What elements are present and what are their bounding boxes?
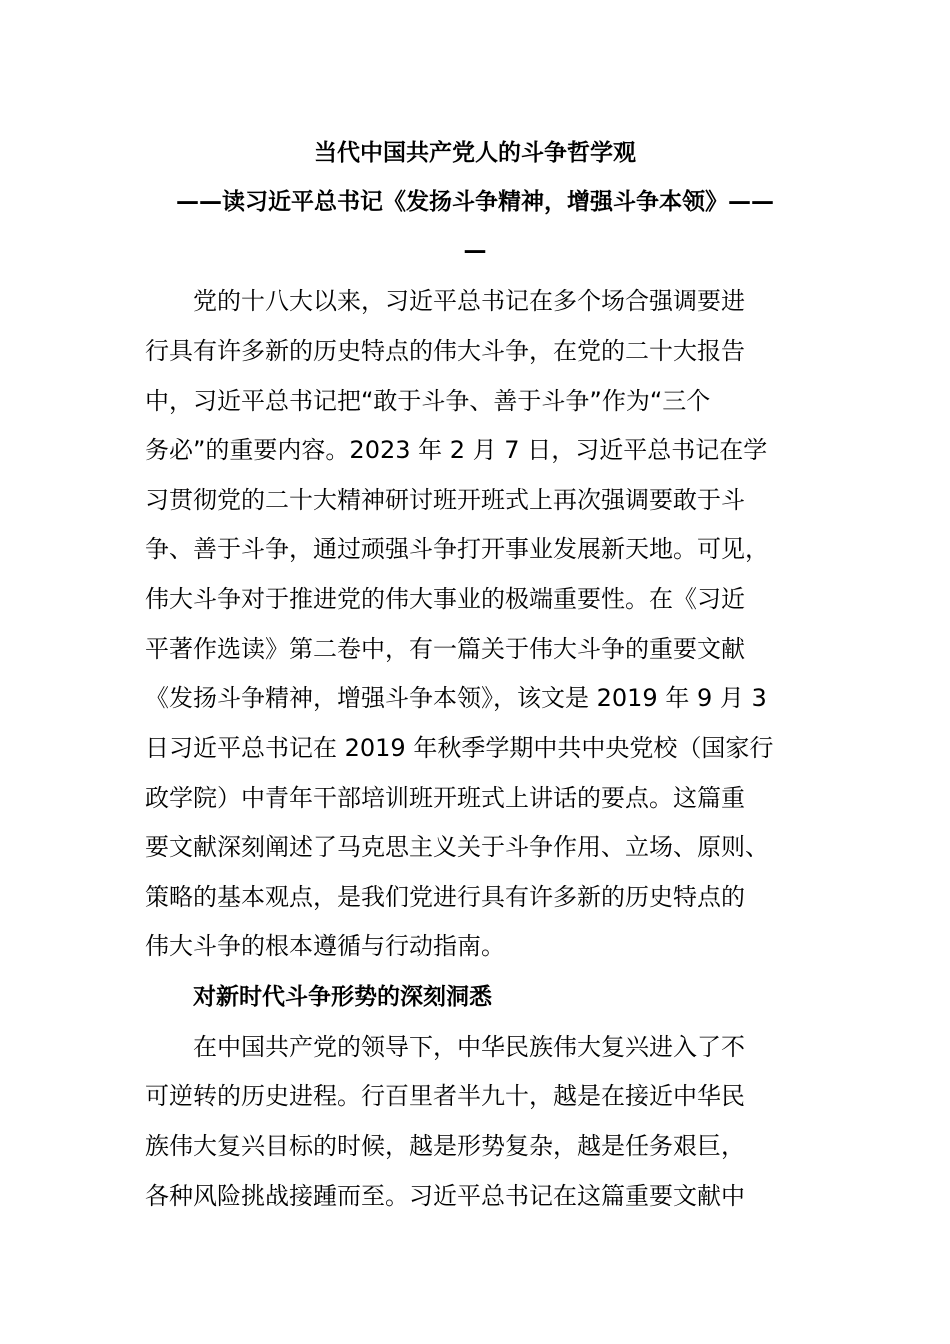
paragraph-line: 各种风险挑战接踵而至。习近平总书记在这篇重要文献中 — [145, 1182, 745, 1210]
section-heading: 对新时代斗争形势的深刻洞悉 — [193, 984, 492, 1010]
paragraph-line: 在中国共产党的领导下，中华民族伟大复兴进入了不 — [193, 1033, 745, 1061]
paragraph-line: 争、善于斗争，通过顽强斗争打开事业发展新天地。可见， — [145, 535, 769, 563]
document-title: 当代中国共产党人的斗争哲学观 — [314, 140, 636, 166]
paragraph-line: 伟大斗争的根本遵循与行动指南。 — [145, 932, 505, 960]
paragraph-line: 日习近平总书记在 2019 年秋季学期中共中央党校（国家行 — [145, 734, 774, 762]
paragraph-line: 伟大斗争对于推进党的伟大事业的极端重要性。在《习近 — [145, 585, 745, 613]
document-subtitle: ——读习近平总书记《发扬斗争精神，增强斗争本领》—— — [176, 189, 774, 215]
paragraph-line: 策略的基本观点，是我们党进行具有许多新的历史特点的 — [145, 883, 745, 911]
paragraph-line: 要文献深刻阐述了马克思主义关于斗争作用、立场、原则、 — [145, 833, 769, 861]
document-subtitle-continuation: — — [463, 238, 487, 264]
paragraph-line: 中，习近平总书记把“敢于斗争、善于斗争”作为“三个 — [145, 387, 711, 415]
paragraph-line: 平著作选读》第二卷中，有一篇关于伟大斗争的重要文献 — [145, 635, 745, 663]
paragraph-line: 《发扬斗争精神，增强斗争本领》，该文是 2019 年 9 月 3 — [145, 684, 767, 712]
paragraph-line: 党的十八大以来，习近平总书记在多个场合强调要进 — [193, 287, 745, 315]
paragraph-line: 政学院）中青年干部培训班开班式上讲话的要点。这篇重 — [145, 784, 745, 812]
paragraph-line: 可逆转的历史进程。行百里者半九十，越是在接近中华民 — [145, 1082, 745, 1110]
paragraph-line: 族伟大复兴目标的时候，越是形势复杂，越是任务艰巨， — [145, 1132, 745, 1160]
paragraph-line: 行具有许多新的历史特点的伟大斗争，在党的二十大报告 — [145, 337, 745, 365]
paragraph-line: 习贯彻党的二十大精神研讨班开班式上再次强调要敢于斗 — [145, 486, 745, 514]
paragraph-line: 务必”的重要内容。2023 年 2 月 7 日，习近平总书记在学 — [145, 436, 768, 464]
